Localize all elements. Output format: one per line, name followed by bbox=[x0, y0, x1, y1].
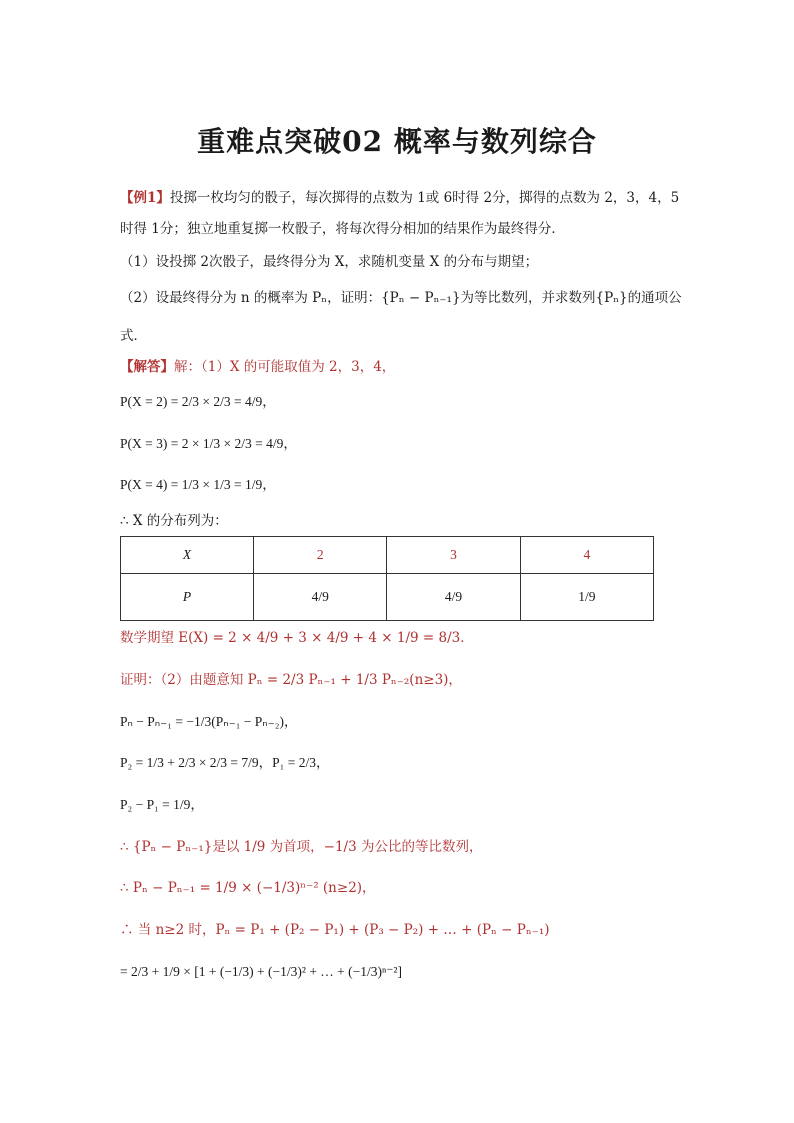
proof-line-5: ∴ {Pₙ − Pₙ₋₁}是以 1/9 为首项，−1/3 为公比的等比数列， bbox=[120, 839, 483, 855]
table-cell: 1/9 bbox=[520, 574, 653, 621]
table-cell: 4 bbox=[520, 537, 653, 574]
answer-intro bbox=[120, 357, 395, 377]
example-tag: 【例1】 bbox=[120, 190, 170, 206]
distribution-table bbox=[120, 536, 654, 621]
table-cell: 3 bbox=[387, 537, 520, 574]
proof-line-6: ∴ Pₙ − Pₙ₋₁ = 1/9 × (−1/3)ⁿ⁻² (n≥2)， bbox=[120, 880, 376, 896]
question-2: （2）设最终得分为 n 的概率为 Pₙ，证明：{Pₙ − Pₙ₋₁}为等比数列，并求数列{Pₙ}的通项公 bbox=[120, 290, 682, 306]
proof-line-1: 证明：（2）由题意知 Pₙ = 2/3 Pₙ₋₁ + 1/3 Pₙ₋₂(n≥3)， bbox=[120, 672, 462, 688]
distribution-label: ∴ X 的分布列为： bbox=[120, 513, 228, 529]
proof-line-7: ∴ 当 n≥2 时，Pₙ = P₁ + (P₂ − P₁) + (P₃ − P₂) + … + (Pₙ − Pₙ₋₁) bbox=[120, 922, 550, 938]
example-text-1: 投掷一枚均匀的骰子，每次掷得的点数为 1或 6时得 2分，掷得的点数为 2，3，4，5 bbox=[169, 190, 680, 206]
example-line-1 bbox=[120, 188, 679, 208]
prob-x-4: P(X = 4) = 1/3 × 1/3 = 1/9， bbox=[120, 477, 276, 492]
proof-line-3: P₂ = 1/3 + 2/3 × 2/3 = 7/9，P₁ = 2/3， bbox=[120, 755, 330, 770]
table-cell: 4/9 bbox=[387, 574, 520, 621]
table-cell: 4/9 bbox=[254, 574, 387, 621]
answer-intro-text: 解：（1）X 的可能取值为 2，3，4， bbox=[174, 359, 396, 375]
table-cell: X bbox=[121, 537, 254, 574]
table-cell: P bbox=[121, 574, 254, 621]
proof-line-4: P₂ − P₁ = 1/9， bbox=[120, 797, 204, 812]
table-cell: 2 bbox=[254, 537, 387, 574]
table-header-row bbox=[121, 537, 654, 574]
question-2-end: 式． bbox=[120, 328, 147, 344]
example-line-2: 时得 1分；独立地重复掷一枚骰子，将每次得分相加的结果作为最终得分． bbox=[120, 221, 565, 237]
prob-x-2: P(X = 2) = 2/3 × 2/3 = 4/9， bbox=[120, 394, 276, 409]
answer-tag: 【解答】 bbox=[120, 359, 174, 375]
expectation: 数学期望 E(X) = 2 × 4/9 + 3 × 4/9 + 4 × 1/9 = 8/3． bbox=[120, 630, 474, 646]
page-title: 重难点突破02 概率与数列综合 bbox=[197, 125, 597, 158]
proof-line-8: = 2/3 + 1/9 × [1 + (−1/3) + (−1/3)² + … + (−1/3)ⁿ⁻²] bbox=[120, 964, 402, 979]
question-1: （1）设投掷 2次骰子，最终得分为 X，求随机变量 X 的分布与期望； bbox=[120, 254, 539, 270]
proof-line-2: Pₙ − Pₙ₋₁ = −1/3(Pₙ₋₁ − Pₙ₋₂)， bbox=[120, 714, 298, 729]
prob-x-3: P(X = 3) = 2 × 1/3 × 2/3 = 4/9， bbox=[120, 436, 297, 451]
table-row bbox=[121, 574, 654, 621]
